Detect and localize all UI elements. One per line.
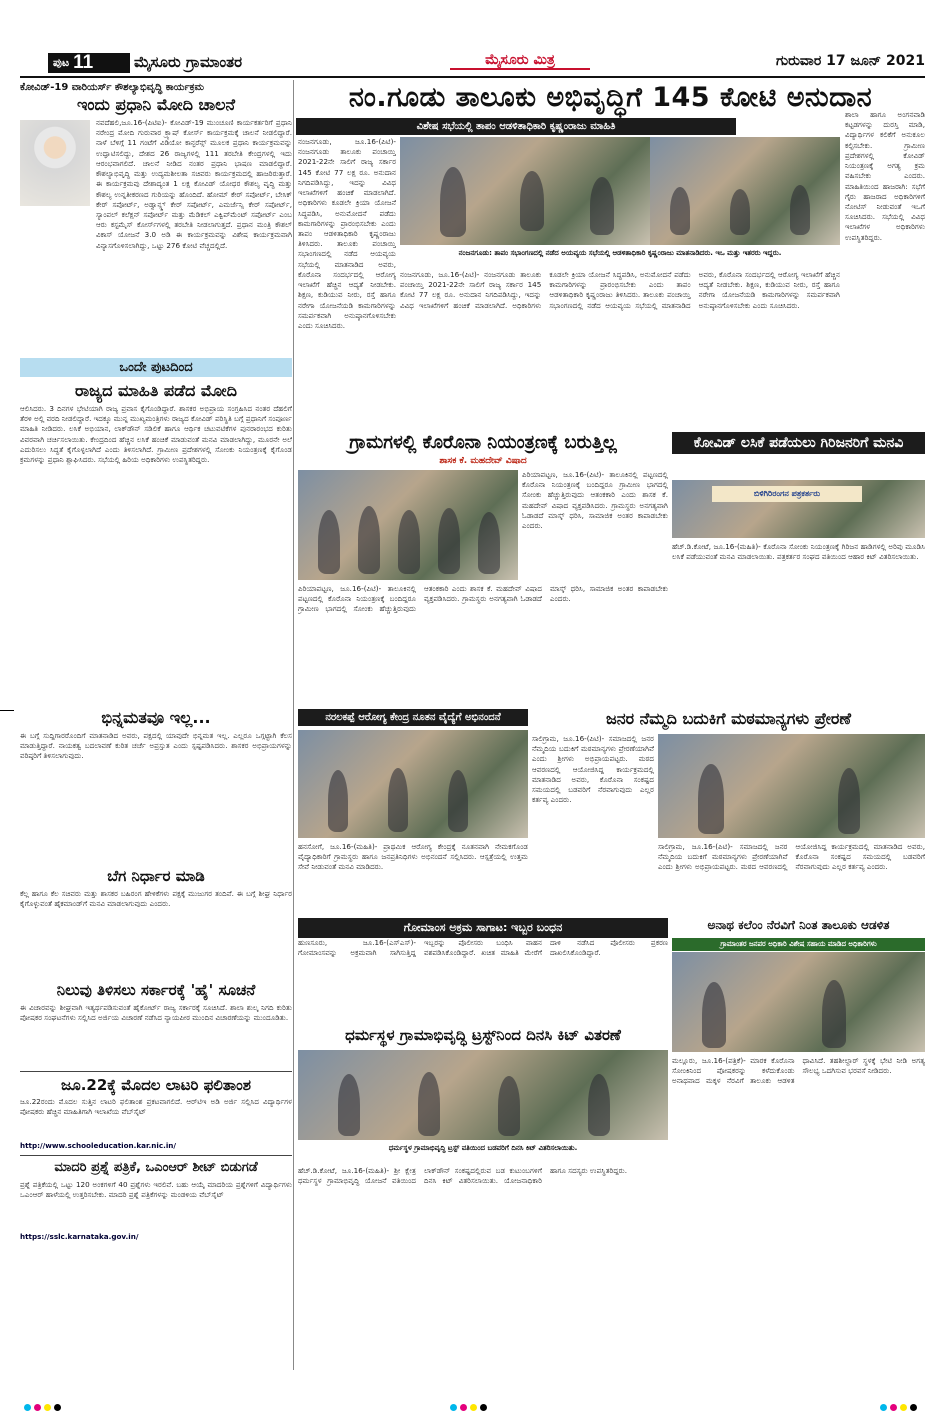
headline-dharmasthala: ಧರ್ಮಸ್ಥಳ ಗ್ರಾಮಾಭಿವೃದ್ಧಿ ಟ್ರಸ್ಟ್‌ನಿಂದ ದಿನಸಿ ಕಿಟ್ ವಿತರಣೆ: [345, 1026, 621, 1044]
villages-photo: [298, 470, 518, 580]
dharmasthala-photo: [298, 1050, 668, 1140]
lead-body-main: ನಂಜನಗೂಡು, ಜೂ.16-(ಪಿಟಿ)- ನಂಜನಗೂಡು ತಾಲೂಕು ಪಂಚಾಯ್ತಿ 2021-22ನೇ ಸಾಲಿಗೆ ರಾಜ್ಯ ಸರ್ಕಾರ 145 ಕೋಟಿ 77 ಲಕ್ಷ ರೂ. ಅನುದಾನ ನಿಗದಿಪಡಿಸಿದ್ದು, ಇದನ್ನು ವಿವಿಧ ಇಲಾಖೆಗಳಿಗೆ ಹಂಚಿಕೆ ಮಾಡಲಾಗಿದೆ. ಅಧಿಕಾರಿಗಳು ಕೂಡಲೇ ಕ್ರಿಯಾ ಯೋಜನೆ ಸಿದ್ಧಪಡಿಸಿ, ಅನುಮೋದನೆ ಪಡೆದು ಕಾಮಗಾರಿಗಳನ್ನು ಪ್ರಾರಂಭಿಸಬೇಕು ಎಂದು ತಾಪಂ ಆಡಳಿತಾಧಿಕಾರಿ ಕೃಷ್ಣಂರಾಜು ತಿಳಿಸಿದರು. ತಾಲೂಕು ಪಂಚಾಯ್ತಿ ಸಭಾಂಗಣದಲ್ಲಿ ನಡೆದ ಆಯವ್ಯಯ ಸಭೆಯಲ್ಲಿ ಮಾತನಾಡಿದ ಅವರು, ಕೊರೊನಾ ಸಂದರ್ಭದಲ್ಲಿ ಆರೋಗ್ಯ ಇಲಾಖೆಗೆ ಹೆಚ್ಚಿನ ಆದ್ಯತೆ ನೀಡಬೇಕು. ಶಿಕ್ಷಣ, ಕುಡಿಯುವ ನೀರು, ರಸ್ತೆ ಹಾಗೂ ನರೇಗಾ ಯೋಜನೆಯಡಿ ಕಾಮಗಾರಿಗಳನ್ನು ಸಮರ್ಪಕವಾಗಿ ಅನುಷ್ಠಾನಗೊಳಿಸಬೇಕು ಎಂದು ಸೂಚಿಸಿದರು.: [400, 270, 840, 310]
headline-villages: ಗ್ರಾಮಗಳಲ್ಲಿ ಕೊರೊನಾ ನಿಯಂತ್ರಣಕ್ಕೆ ಬರುತ್ತಿಲ್ಲ: [349, 432, 617, 453]
headline-arrest: ಗೋಮಾಂಸ ಅಕ್ರಮ ಸಾಗಾಟ: ಇಬ್ಬರ ಬಂಧನ: [298, 918, 668, 938]
main-area: [296, 80, 925, 135]
column-separator: [293, 80, 294, 1370]
school-education-link[interactable]: http://www.schooleducation.kar.nic.in/: [20, 1141, 177, 1151]
article-body: ಈ ಬಗ್ಗೆ ಸುದ್ದಿಗಾರರೊಂದಿಗೆ ಮಾತನಾಡಿದ ಅವರು, ಪಕ್ಷದಲ್ಲಿ ಯಾವುದೇ ಭಿನ್ನಮತ ಇಲ್ಲ. ಎಲ್ಲರೂ ಒಗ್ಗಟ್ಟಾಗಿ ಕೆಲಸ ಮಾಡುತ್ತಿದ್ದಾರೆ. ನಾಯಕತ್ವ ಬದಲಾವಣೆ ಕುರಿತ ಚರ್ಚೆ ಅಪ್ರಸ್ತುತ ಎಂದು ಸ್ಪಷ್ಟಪಡಿಸಿದರು. ಶಾಸಕರ ಅಭಿಪ್ರಾಯಗಳನ್ನು ವರಿಷ್ಠರಿಗೆ ತಿಳಿಸಲಾಗುವುದು.: [20, 731, 292, 761]
page-label: ಪುಟ: [53, 56, 70, 69]
divider: [20, 1155, 292, 1156]
orphan-photo: [672, 952, 925, 1052]
lead-body-left: ನಂಜನಗೂಡು, ಜೂ.16-(ಪಿಟಿ)- ನಂಜನಗೂಡು ತಾಲೂಕು ಪಂಚಾಯ್ತಿ 2021-22ನೇ ಸಾಲಿಗೆ ರಾಜ್ಯ ಸರ್ಕಾರ 145 ಕೋಟಿ 77 ಲಕ್ಷ ರೂ. ಅನುದಾನ ನಿಗದಿಪಡಿಸಿದ್ದು, ಇದನ್ನು ವಿವಿಧ ಇಲಾಖೆಗಳಿಗೆ ಹಂಚಿಕೆ ಮಾಡಲಾಗಿದೆ. ಅಧಿಕಾರಿಗಳು ಕೂಡಲೇ ಕ್ರಿಯಾ ಯೋಜನೆ ಸಿದ್ಧಪಡಿಸಿ, ಅನುಮೋದನೆ ಪಡೆದು ಕಾಮಗಾರಿಗಳನ್ನು ಪ್ರಾರಂಭಿಸಬೇಕು ಎಂದು ತಾಪಂ ಆಡಳಿತಾಧಿಕಾರಿ ಕೃಷ್ಣಂರಾಜು ತಿಳಿಸಿದರು. ತಾಲೂಕು ಪಂಚಾಯ್ತಿ ಸಭಾಂಗಣದಲ್ಲಿ ನಡೆದ ಆಯವ್ಯಯ ಸಭೆಯಲ್ಲಿ ಮಾತನಾಡಿದ ಅವರು, ಕೊರೊನಾ ಸಂದರ್ಭದಲ್ಲಿ ಆರೋಗ್ಯ ಇಲಾಖೆಗೆ ಹೆಚ್ಚಿನ ಆದ್ಯತೆ ನೀಡಬೇಕು. ಶಿಕ್ಷಣ, ಕುಡಿಯುವ ನೀರು, ರಸ್ತೆ ಹಾಗೂ ನರೇಗಾ ಯೋಜನೆಯಡಿ ಕಾಮಗಾರಿಗಳನ್ನು ಸಮರ್ಪಕವಾಗಿ ಅನುಷ್ಠಾನಗೊಳಿಸಬೇಕು ಎಂದು ಸೂಚಿಸಿದರು.: [298, 137, 396, 330]
peace-body-right: ಸಾಲಿಗ್ರಾಮ, ಜೂ.16-(ಪಿಟಿ)- ಸಮಾಜದಲ್ಲಿ ಜನರ ನೆಮ್ಮದಿಯ ಬದುಕಿಗೆ ಮಠಮಾನ್ಯಗಳು ಪ್ರೇರಣೆಯಾಗಿವೆ ಎಂದು ಶ್ರೀಗಳು ಅಭಿಪ್ರಾಯಪಟ್ಟರು. ಮಠದ ಆವರಣದಲ್ಲಿ ಆಯೋಜಿಸಿದ್ದ ಕಾರ್ಯಕ್ರಮದಲ್ಲಿ ಮಾತನಾಡಿದ ಅವರು, ಕೊರೊನಾ ಸಂಕಷ್ಟದ ಸಮಯದಲ್ಲಿ ಬಡವರಿಗೆ ನೆರವಾಗುವುದು ಎಲ್ಲರ ಕರ್ತವ್ಯ ಎಂದರು.: [658, 842, 925, 872]
headline-orphan: ಅನಾಥ ಕಲೆಂಂ ನೆರವಿಗೆ ನಿಂತ ತಾಲೂಕು ಆಡಳಿತ: [707, 918, 890, 932]
headline-lottery: ಜೂ.22ಕ್ಕೆ ಮೊದಲ ಲಾಟರಿ ಫಲಿತಾಂಶ: [61, 1075, 251, 1094]
lead-photo-meeting: [650, 137, 840, 245]
dharmasthala-body: ಹೆಚ್.ಡಿ.ಕೋಟೆ, ಜೂ.16-(ಮಹಿತಿ)- ಶ್ರೀ ಕ್ಷೇತ್ರ ಧರ್ಮಸ್ಥಳ ಗ್ರಾಮಾಭಿವೃದ್ಧಿ ಯೋಜನೆ ವತಿಯಿಂದ ಲಾಕ್‌ಡೌನ್ ಸಂಕಷ್ಟದಲ್ಲಿರುವ ಬಡ ಕುಟುಂಬಗಳಿಗೆ ದಿನಸಿ ಕಿಟ್ ವಿತರಿಸಲಾಯಿತು. ಯೋಜನಾಧಿಕಾರಿ ಹಾಗೂ ಸದಸ್ಯರು ಉಪಸ್ಥಿತರಿದ್ದರು.: [298, 1166, 627, 1186]
arrest-body: ಹುಣಸೂರು, ಜೂ.16-(ಎಸ್‌ಎಸ್)- ಗೋಮಾಂಸವನ್ನು ಅಕ್ರಮವಾಗಿ ಸಾಗಿಸುತ್ತಿದ್ದ ಇಬ್ಬರನ್ನು ಪೊಲೀಸರು ಬಂಧಿಸಿ ವಾಹನ ವಶಪಡಿಸಿಕೊಂಡಿದ್ದಾರೆ. ಖಚಿತ ಮಾಹಿತಿ ಮೇರೆಗೆ ದಾಳಿ ನಡೆಸಿದ ಪೊಲೀಸರು ಪ್ರಕರಣ ದಾಖಲಿಸಿಕೊಂಡಿದ್ದಾರೆ.: [298, 938, 668, 958]
lead-body-right: ಶಾಲಾ ಹಾಗೂ ಅಂಗನವಾಡಿ ಕಟ್ಟಡಗಳನ್ನು ದುರಸ್ತಿ ಮಾಡಿ, ವಿದ್ಯಾರ್ಥಿಗಳ ಕಲಿಕೆಗೆ ಅನುಕೂಲ ಕಲ್ಪಿಸಬೇಕು. ಗ್ರಾಮೀಣ ಪ್ರದೇಶಗಳಲ್ಲಿ ಕೋವಿಡ್ ನಿಯಂತ್ರಣಕ್ಕೆ ಅಗತ್ಯ ಕ್ರಮ ವಹಿಸಬೇಕು ಎಂದರು. ಮಾಹಿತಿಯಿಂದ ಹಾಜರಾಗಿ: ಸಭೆಗೆ ಗೈರು ಹಾಜರಾದ ಅಧಿಕಾರಿಗಳಿಗೆ ನೋಟಿಸ್ ನೀಡುವಂತೆ ಇಒಗೆ ಸೂಚಿಸಿದರು. ಸಭೆಯಲ್ಲಿ ವಿವಿಧ ಇಲಾಖೆಗಳ ಅಧಿಕಾರಿಗಳು ಉಪಸ್ಥಿತರಿದ್ದರು.: [845, 110, 925, 242]
kicker: ಕೋವಿಡ್-19 ವಾರಿಯರ್ಸ್ ಕೌಶಲ್ಯಾಭಿವೃದ್ಧಿ ಕಾರ್ಯಕ್ರಮ: [20, 82, 205, 93]
article-body: ಕೆಲ್ಲ ಹಾಗೂ ಕೆಲ ಸಚಿವರು ಮತ್ತು ಶಾಸಕರ ಬಹಿರಂಗ ಹೇಳಿಕೆಗಳು ಪಕ್ಷಕ್ಕೆ ಮುಜುಗರ ತಂದಿವೆ. ಈ ಬಗ್ಗೆ ಶೀಘ್ರ ನಿರ್ಧಾರ ಕೈಗೊಳ್ಳುವಂತೆ ಹೈಕಮಾಂಡ್‌ಗೆ ಮನವಿ ಮಾಡಲಾಗುವುದು ಎಂದರು.: [20, 888, 292, 908]
headline-health: ನರಲಕಪ್ಪೆ ಆರೋಗ್ಯ ಕೇಂದ್ರ ನೂತನ ವೈದ್ಯೆಗೆ ಅಭಿನಂದನೆ: [298, 709, 528, 726]
lead-headline: ನಂ.ಗೂಡು ತಾಲೂಕು ಅಭಿವೃದ್ಧಿಗೆ 145 ಕೋಟಿ ಅನುದಾನ: [348, 82, 873, 113]
dateline: ಗುರುವಾರ 17 ಜೂನ್ 2021: [776, 53, 925, 69]
headline-state-info: ರಾಜ್ಯದ ಮಾಹಿತಿ ಪಡೆದ ಮೋದಿ: [75, 381, 237, 400]
headline-peace: ಜನರ ನೆಮ್ಮದಿ ಬದುಕಿಗೆ ಮಠಮಾನ್ಯಗಳು ಪ್ರೇರಣೆ: [605, 709, 852, 728]
villages-body-side: ಪಿರಿಯಾಪಟ್ಟಣ, ಜೂ.16-(ಪಿಟಿ)- ತಾಲೂಕಿನಲ್ಲಿ ಪಟ್ಟಣದಲ್ಲಿ ಕೊರೊನಾ ನಿಯಂತ್ರಣಕ್ಕೆ ಬಂದಿದ್ದರೂ ಗ್ರಾಮೀಣ ಭಾಗದಲ್ಲಿ ಸೋಂಕು ಹೆಚ್ಚುತ್ತಿರುವುದು ಆತಂಕಕಾರಿ ಎಂದು ಶಾಸಕ ಕೆ. ಮಹದೇವ್ ವಿಷಾದ ವ್ಯಕ್ತಪಡಿಸಿದರು. ಗ್ರಾಮಸ್ಥರು ಅನಗತ್ಯವಾಗಿ ಓಡಾಡದೆ ಮಾಸ್ಕ್ ಧರಿಸಿ, ಸಾಮಾಜಿಕ ಅಂತರ ಕಾಪಾಡಬೇಕು ಎಂದರು.: [522, 470, 668, 531]
modi-photo: [20, 120, 90, 206]
peace-body-left: ಸಾಲಿಗ್ರಾಮ, ಜೂ.16-(ಪಿಟಿ)- ಸಮಾಜದಲ್ಲಿ ಜನರ ನೆಮ್ಮದಿಯ ಬದುಕಿಗೆ ಮಠಮಾನ್ಯಗಳು ಪ್ರೇರಣೆಯಾಗಿವೆ ಎಂದು ಶ್ರೀಗಳು ಅಭಿಪ್ರಾಯಪಟ್ಟರು. ಮಠದ ಆವರಣದಲ್ಲಿ ಆಯೋಜಿಸಿದ್ದ ಕಾರ್ಯಕ್ರಮದಲ್ಲಿ ಮಾತನಾಡಿದ ಅವರು, ಕೊರೊನಾ ಸಂಕಷ್ಟದ ಸಮಯದಲ್ಲಿ ಬಡವರಿಗೆ ನೆರವಾಗುವುದು ಎಲ್ಲರ ಕರ್ತವ್ಯ ಎಂದರು.: [532, 734, 654, 805]
headline-tribal: ಕೋವಿಡ್ ಲಸಿಕೆ ಪಡೆಯಲು ಗಿರಿಜನರಿಗೆ ಮನವಿ: [672, 432, 925, 454]
lead-photo: [400, 137, 650, 245]
page-number-badge: [48, 53, 130, 73]
villages-body: ಪಿರಿಯಾಪಟ್ಟಣ, ಜೂ.16-(ಪಿಟಿ)- ತಾಲೂಕಿನಲ್ಲಿ ಪಟ್ಟಣದಲ್ಲಿ ಕೊರೊನಾ ನಿಯಂತ್ರಣಕ್ಕೆ ಬಂದಿದ್ದರೂ ಗ್ರಾಮೀಣ ಭಾಗದಲ್ಲಿ ಸೋಂಕು ಹೆಚ್ಚುತ್ತಿರುವುದು ಆತಂಕಕಾರಿ ಎಂದು ಶಾಸಕ ಕೆ. ಮಹದೇವ್ ವಿಷಾದ ವ್ಯಕ್ತಪಡಿಸಿದರು. ಗ್ರಾಮಸ್ಥರು ಅನಗತ್ಯವಾಗಿ ಓಡಾಡದೆ ಮಾಸ್ಕ್ ಧರಿಸಿ, ಸಾಮಾಜಿಕ ಅಂತರ ಕಾಪಾಡಬೇಕು ಎಂದರು.: [298, 584, 668, 614]
tribal-banner: ಬಿಳಿಗಿರಿರಂಗನ ಪತ್ರಕರ್ತರು: [712, 486, 862, 502]
article-body: ಪ್ರಶ್ನೆ ಪತ್ರಿಕೆಯಲ್ಲಿ ಒಟ್ಟು 120 ಅಂಕಗಳಿಗೆ 40 ಪ್ರಶ್ನೆಗಳು ಇರಲಿವೆ. ಬಹು ಆಯ್ಕೆ ಮಾದರಿಯ ಪ್ರಶ್ನೆಗಳಿಗೆ ವಿದ್ಯಾರ್ಥಿಗಳು ಒಎಂಆರ್ ಹಾಳೆಯಲ್ಲಿ ಉತ್ತರಿಸಬೇಕು. ಮಾದರಿ ಪ್ರಶ್ನೆ ಪತ್ರಿಕೆಗಳನ್ನು ಮಂಡಳಿಯ ವೆಬ್‌ಸೈಟ್: [20, 1179, 292, 1199]
lead-subband: ವಿಶೇಷ ಸಭೆಯಲ್ಲಿ ತಾಪಂ ಆಡಳಿತಾಧಿಕಾರಿ ಕೃಷ್ಣಂರಾಜು ಮಾಹಿತಿ: [296, 118, 736, 135]
article-body: ಈ ವಿಚಾರವನ್ನು ಶೀಘ್ರವಾಗಿ ಇತ್ಯರ್ಥಪಡಿಸುವಂತೆ ಹೈಕೋರ್ಟ್ ರಾಜ್ಯ ಸರ್ಕಾರಕ್ಕೆ ಸೂಚಿಸಿದೆ. ಶಾಲಾ ಶುಲ್ಕ ನಿಗದಿ ಕುರಿತು ಪೋಷಕರ ಸಂಘಟನೆಗಳು ಸಲ್ಲಿಸಿದ ಅರ್ಜಿಯ ವಿಚಾರಣೆ ನಡೆಸಿದ ನ್ಯಾಯಪೀಠ ಮುಂದಿನ ವಿಚಾರಣೆಯನ್ನು ಮುಂದೂಡಿತು.: [20, 1002, 292, 1022]
registration-marks-center: [450, 1404, 487, 1411]
section-name: ಮೈಸೂರು ಗ್ರಾಮಾಂತರ: [134, 53, 243, 71]
dharmasthala-caption: ಧರ್ಮಸ್ಥಳ ಗ್ರಾಮಾಭಿವೃದ್ಧಿ ಟ್ರಸ್ಟ್ ವತಿಯಿಂದ ಬಡವರಿಗೆ ದಿನಸಿ ಕಿಟ್ ವಿತರಿಸಲಾಯಿತು.: [388, 1144, 578, 1152]
orphan-subband: ಗ್ರಾಮಾಂತರ ಜನಪರ ಅಧಿಕಾರಿ ವಿಶೇಷ ಸಹಾಯ ಮಾಡಿದ ಅಧಿಕಾರಿಗಳು: [672, 938, 925, 951]
divider: [20, 1071, 292, 1072]
headline-decision: ಬೆಗ ನಿರ್ಧಾರ ಮಾಡಿ: [107, 867, 205, 885]
tribal-body: ಹೆಚ್.ಡಿ.ಕೋಟೆ, ಜೂ.16-(ಮಹಿತಿ)- ಕೊರೊನಾ ಸೋಂಕು ನಿಯಂತ್ರಣಕ್ಕೆ ಗಿರಿಜನ ಹಾಡಿಗಳಲ್ಲಿ ಅರಿವು ಮೂಡಿಸಿ ಲಸಿಕೆ ಪಡೆಯುವಂತೆ ಮನವಿ ಮಾಡಲಾಯಿತು. ಪತ್ರಕರ್ತರ ಸಂಘದ ವತಿಯಿಂದ ಆಹಾರ ಕಿಟ್ ವಿತರಿಸಲಾಯಿತು.: [672, 542, 925, 562]
headline-modi: ಇಂದು ಪ್ರಧಾನಿ ಮೋದಿ ಚಾಲನೆ: [76, 95, 235, 114]
section-band: ಒಂದೇ ಪುಟದಿಂದ: [20, 358, 292, 377]
lead-caption: ನಂಜನಗೂಡು: ತಾಪಂ ಸಭಾಂಗಣದಲ್ಲಿ ನಡೆದ ಅಯವ್ಯಯ ಸಭೆಯಲ್ಲಿ ಆಡಳಿತಾಧಿಕಾರಿ ಕೃಷ್ಣಂರಾಜು ಮಾತನಾಡಿದರು. ಇಒ ಮತ್ತು ಇತರರು ಇದ್ದರು.: [458, 249, 782, 257]
registration-marks-left: [24, 1404, 61, 1411]
article-body: ನವದೆಹಲಿ,ಜೂ.16-(ಪಿಟಿಐ)- ಕೋವಿಡ್-19 ಮುಂಚೂಣಿ ಕಾರ್ಯಕರ್ತರಿಗೆ ಪ್ರಧಾನಿ ನರೇಂದ್ರ ಮೋದಿ ಗುರುವಾರ ಕ್ರ್ಯಾಷ್ ಕೋರ್ಸ್ ಕಾರ್ಯಕ್ರಮಕ್ಕೆ ಚಾಲನೆ ನೀಡಲಿದ್ದಾರೆ. ನಾಳೆ ಬೆಳಿಗ್ಗೆ 11 ಗಂಟೆಗೆ ವಿಡಿಯೋ ಕಾನ್ಫರೆನ್ಸ್ ಮೂಲಕ ಪ್ರಧಾನಿ ಕಾರ್ಯಕ್ರಮವನ್ನು ಉದ್ಘಾಟಿಸಲಿದ್ದು, ದೇಶದ 26 ರಾಜ್ಯಗಳಲ್ಲಿ 111 ತರಬೇತಿ ಕೇಂದ್ರಗಳಲ್ಲಿ ಇದು ಆರಂಭವಾಗಲಿದೆ. ಚಾಲನೆ ನೀಡಿದ ನಂತರ ಪ್ರಧಾನಿ ಭಾಷಣ ಮಾಡಲಿದ್ದಾರೆ. ಕೌಶಲ್ಯಾಭಿವೃದ್ಧಿ ಮತ್ತು ಉದ್ಯಮಶೀಲತಾ ಸಚಿವರು ಕಾರ್ಯಕ್ರಮದಲ್ಲಿ ಹಾಜರಿರುತ್ತಾರೆ. ಈ ಕಾರ್ಯಕ್ರಮವು ದೇಶಾದ್ಯಂತ 1 ಲಕ್ಷ ಕೋವಿಡ್ ಯೋಧರ ಕೌಶಲ್ಯ ವೃದ್ಧಿ ಮತ್ತು ಕೌಶಲ್ಯ ಉನ್ನತೀಕರಣದ ಗುರಿಯನ್ನು ಹೊಂದಿದೆ. ಹೋಮ್ ಕೇರ್ ಸಪೋರ್ಟ್, ಬೇಸಿಕ್ ಕೇರ್ ಸಪೋರ್ಟ್, ಅಡ್ವಾನ್ಸ್ಡ್ ಕೇರ್ ಸಪೋರ್ಟ್, ಎಮರ್ಜೆನ್ಸಿ ಕೇರ್ ಸಪೋರ್ಟ್, ಸ್ಯಾಂಪಲ್ ಕಲೆಕ್ಷನ್ ಸಪೋರ್ಟ್ ಮತ್ತು ಮೆಡಿಕಲ್ ಎಕ್ವಿಪ್‌ಮೆಂಟ್ ಸಪೋರ್ಟ್ ಎಂಬ ಆರು ಕಸ್ಟಮೈಸ್ ಕೋರ್ಸ್‌ಗಳಲ್ಲಿ ತರಬೇತಿ ನೀಡಲಾಗುತ್ತದೆ. ಪ್ರಧಾನ ಮಂತ್ರಿ ಕೌಶಲ್ ವಿಕಾಸ್ ಯೋಜನೆ 3.0 ಅಡಿ ಈ ಕಾರ್ಯಕ್ರಮವನ್ನು ವಿಶೇಷ ಕಾರ್ಯಕ್ರಮವಾಗಿ ವಿನ್ಯಾಸಗೊಳಿಸಲಾಗಿದ್ದು, ಒಟ್ಟು 276 ಕೋಟಿ ವೆಚ್ಚದಲ್ಲಿದೆ.: [96, 118, 292, 250]
headline-dissent: ಭಿನ್ನಮತವೂ ಇಲ್ಲ...: [101, 708, 211, 727]
byline-villages: ಶಾಸಕ ಕೆ. ಮಹದೇವ್ ವಿಷಾದ: [439, 456, 527, 466]
headline-high-court: ನಿಲುವು ತಿಳಿಸಲು ಸರ್ಕಾರಕ್ಕೆ 'ಹೈ' ಸೂಚನೆ: [56, 980, 256, 999]
masthead: [20, 50, 925, 74]
article-body: ಆಲಿಸಿದರು. 3 ದಿನಗಳ ಭೇಟಿಯಾಗಿ ರಾಜ್ಯ ಪ್ರವಾಸ ಕೈಗೊಂಡಿದ್ದಾರೆ. ಶಾಸಕರ ಅಭಿಪ್ರಾಯ ಸಂಗ್ರಹಿಸಿದ ನಂತರ ದೆಹಲಿಗೆ ತೆರಳಿ ಅಲ್ಲಿ ವರದಿ ನೀಡಲಿದ್ದಾರೆ. ಇದಕ್ಕೂ ಮುನ್ನ ಮುಖ್ಯಮಂತ್ರಿಗಳು ರಾಜ್ಯದ ಕೋವಿಡ್ ಪರಿಸ್ಥಿತಿ ಬಗ್ಗೆ ಪ್ರಧಾನಿಗೆ ಸಂಪೂರ್ಣ ಮಾಹಿತಿ ನೀಡಿದರು. ಲಸಿಕೆ ಅಭಿಯಾನ, ಲಾಕ್‌ಡೌನ್ ಸಡಿಲಿಕೆ ಹಾಗೂ ಆರ್ಥಿಕ ಚಟುವಟಿಕೆಗಳ ಪುನರಾರಂಭದ ಕುರಿತು ವಿವರವಾಗಿ ಚರ್ಚಿಸಲಾಯಿತು. ಕೇಂದ್ರದಿಂದ ಹೆಚ್ಚಿನ ಲಸಿಕೆ ಹಂಚಿಕೆ ಮಾಡುವಂತೆ ಮನವಿ ಮಾಡಲಾಗಿದ್ದು, ಮೂರನೇ ಅಲೆ ಎದುರಿಸಲು ಸಿದ್ಧತೆ ಕೈಗೊಳ್ಳಲಾಗಿದೆ ಎಂದು ತಿಳಿಸಲಾಗಿದೆ. ಗ್ರಾಮೀಣ ಪ್ರದೇಶಗಳಲ್ಲಿ ಸೋಂಕು ನಿಯಂತ್ರಣಕ್ಕೆ ಕೈಗೊಂಡ ಕ್ರಮಗಳನ್ನು ಪ್ರಧಾನಿ ಶ್ಲಾಘಿಸಿದರು. ಸಭೆಯಲ್ಲಿ ಹಿರಿಯ ಅಧಿಕಾರಿಗಳು ಉಪಸ್ಥಿತರಿದ್ದರು.: [20, 404, 292, 465]
peace-photo: [658, 734, 925, 838]
orphan-body: ಮಲ್ಲೂರು, ಜೂ.16-(ಪತ್ರಿಕೆ)- ಮಾರಕ ಕೊರೊನಾ ಸೋಂಕಿನಿಂದ ಪೋಷಕರನ್ನು ಕಳೆದುಕೊಂಡು ಅನಾಥವಾದ ಮಕ್ಕಳ ನೆರವಿಗೆ ತಾಲೂಕು ಆಡಳಿತ ಧಾವಿಸಿದೆ. ತಹಶೀಲ್ದಾರ್ ಸ್ಥಳಕ್ಕೆ ಭೇಟಿ ನೀಡಿ ಅಗತ್ಯ ಸೌಲಭ್ಯ ಒದಗಿಸುವ ಭರವಸೆ ನೀಡಿದರು.: [672, 1056, 925, 1086]
health-photo: [298, 730, 528, 838]
sslc-link[interactable]: https://sslc.karnataka.gov.in/: [20, 1231, 139, 1241]
health-body: ಹನಸೋಗೆ, ಜೂ.16-(ಮಹಿತಿ)- ಪ್ರಾಥಮಿಕ ಆರೋಗ್ಯ ಕೇಂದ್ರಕ್ಕೆ ನೂತನವಾಗಿ ನೇಮಕಗೊಂಡ ವೈದ್ಯಾಧಿಕಾರಿಗೆ ಗ್ರಾಮಸ್ಥರು ಹಾಗೂ ಜನಪ್ರತಿನಿಧಿಗಳು ಅಭಿನಂದನೆ ಸಲ್ಲಿಸಿದರು. ಆಸ್ಪತ್ರೆಯಲ್ಲಿ ಉತ್ತಮ ಸೇವೆ ನೀಡುವಂತೆ ಮನವಿ ಮಾಡಿದರು.: [298, 842, 528, 872]
registration-marks-right: [880, 1404, 917, 1411]
left-column: [20, 80, 292, 1242]
top-rule: [20, 76, 925, 78]
page-number: 11: [73, 52, 94, 73]
tribal-photo: [672, 480, 925, 538]
brand-logo: ಮೈಸೂರು ಮಿತ್ರ: [450, 52, 590, 70]
headline-model-paper: ಮಾದರಿ ಪ್ರಶ್ನೆ ಪತ್ರಿಕೆ, ಒಎಂಆರ್ ಶೀಟ್ ಬಿಡುಗಡೆ: [54, 1160, 258, 1176]
margin-mark: [0, 710, 14, 711]
article-body: ಜೂ.22ರಂದು ಮೊದಲ ಸುತ್ತಿನ ಲಾಟರಿ ಫಲಿತಾಂಶ ಪ್ರಕಟವಾಗಲಿದೆ. ಆರ್‌ಟಿಇ ಅಡಿ ಅರ್ಜಿ ಸಲ್ಲಿಸಿದ ವಿದ್ಯಾರ್ಥಿಗಳ ಪೋಷಕರು ಹೆಚ್ಚಿನ ಮಾಹಿತಿಗಾಗಿ ಇಲಾಖೆಯ ವೆಬ್‌ಸೈಟ್: [20, 1097, 292, 1117]
